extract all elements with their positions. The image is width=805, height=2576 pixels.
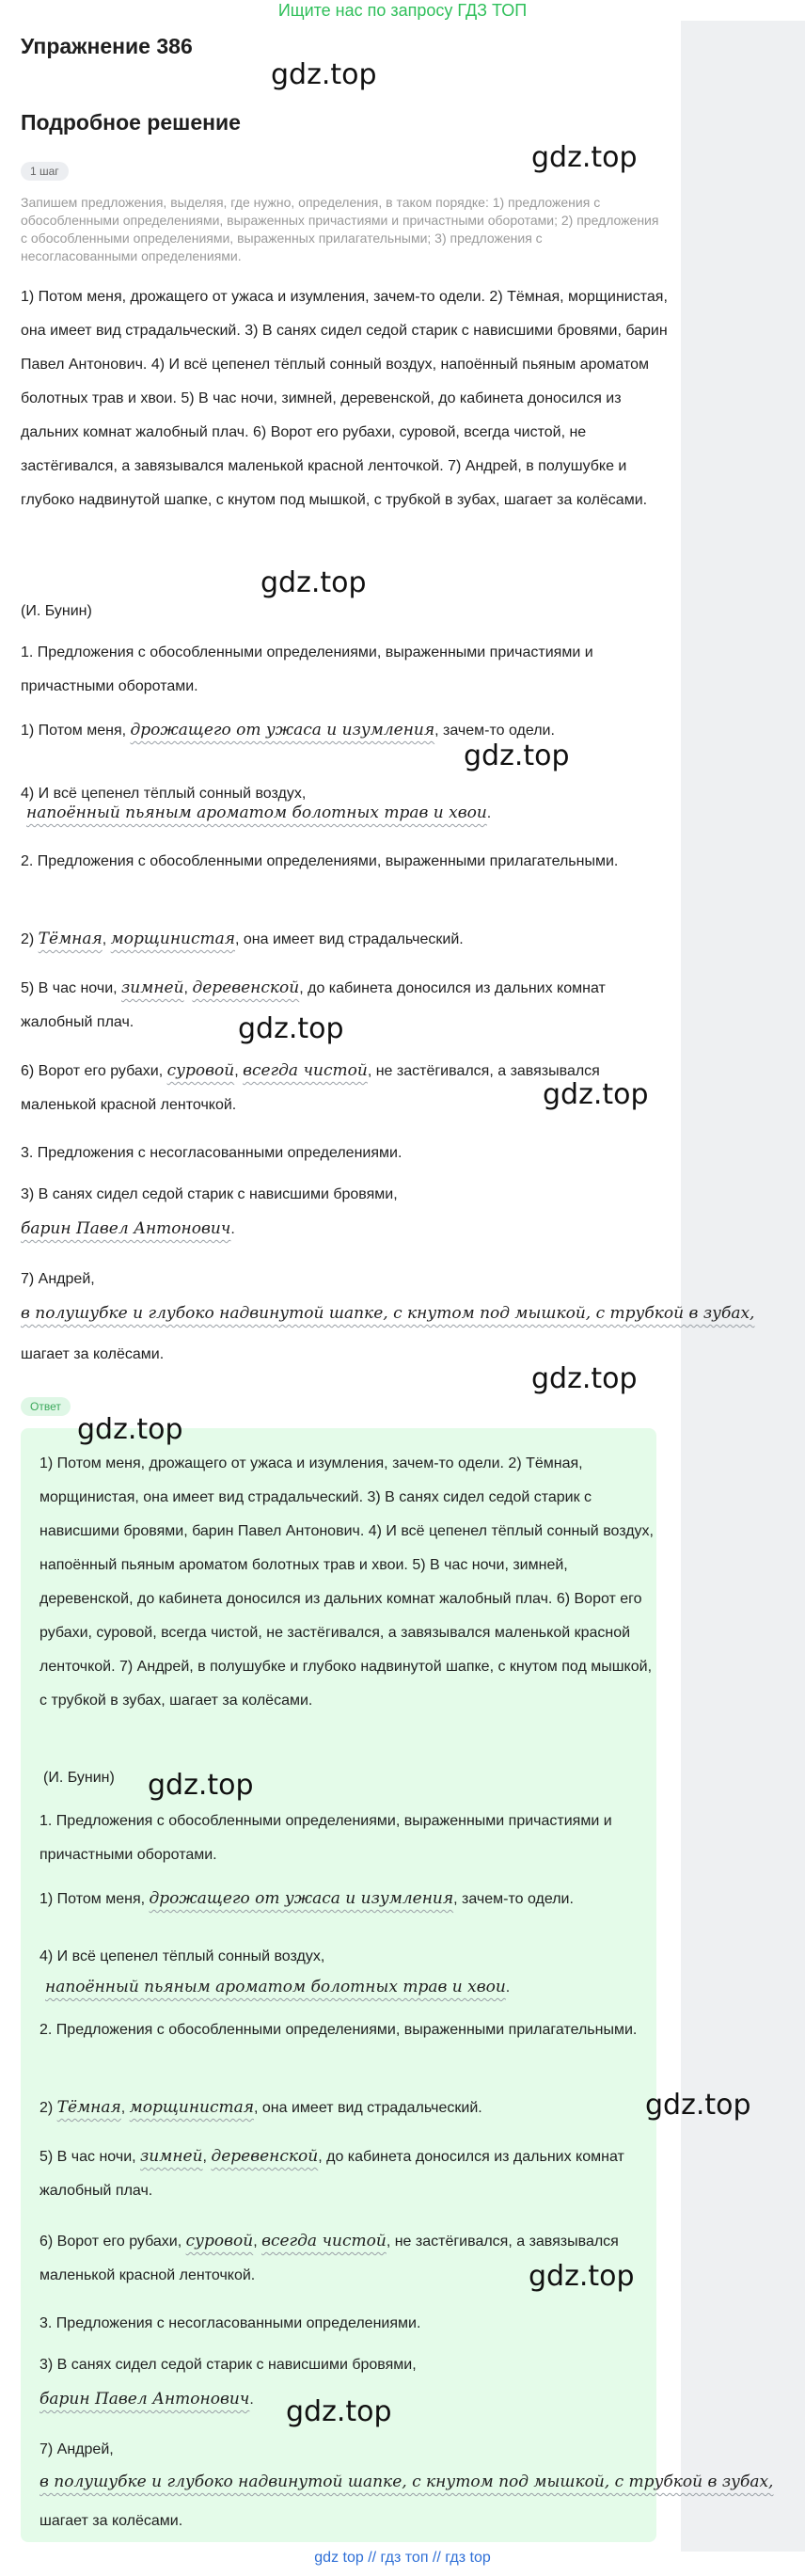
watermark: gdz.top [286,2395,392,2428]
answer-sentence-3-phrase: барин Павел Антонович. [39,2390,254,2409]
answer-badge: Ответ [21,1397,71,1416]
page-title: Упражнение 386 [21,34,193,58]
sentence-7-phrase: в полушубке и глубоко надвинутой шапке, с кнутом под мышкой, с трубкой в зубах, [21,1304,755,1323]
answer-sentence-6: 6) Ворот его рубахи, суровой, всегда чистой, не застёгивался, а завязывался маленькой красной ленточкой. [39,2232,619,2283]
answer-sentence-5: 5) В час ночи, зимней, деревенской, до кабинета доносился из дальних комнат жалобный плач. [39,2147,624,2199]
sentence-5: 5) В час ночи, зимней, деревенской, до кабинета доносился из дальних комнат жалобный плач. [21,978,606,1030]
instruction-text: Запишем предложения, выделяя, где нужно, определения, в таком порядке: 1) предложения с обособленными определениями, выраженных причастиями и причастными оборотами; 2) предложения с обособленными определениями, выраженных прилагательными; 3) предложения с несогласованными определениями. [21,195,659,263]
answer-sentence-4-phrase: напоённый пьяным ароматом болотных трав и хвои. [45,1978,511,1996]
watermark: gdz.top [271,58,377,91]
sentence-4-lead: 4) И всё цепенел тёплый сонный воздух, [21,786,307,802]
solution-heading: Подробное решение [21,110,241,135]
sentence-4-phrase: напоённый пьяным ароматом болотных трав и хвои. [26,803,492,822]
answer-sentence-1: 1) Потом меня, дрожащего от ужаса и изумления, зачем-то одели. [39,1889,574,1908]
watermark: gdz.top [77,1413,183,1446]
step-badge: 1 шаг [21,162,69,181]
answer-sentence-2: 2) Тёмная, морщинистая, она имеет вид страдальческий. [39,2098,482,2117]
answer-sentence-3-lead: 3) В санях сидел седой старик с нависшими бровями, [39,2357,417,2373]
watermark: gdz.top [148,1769,254,1802]
answer-author: (И. Бунин) [43,1770,115,1786]
exercise-text: 1) Потом меня, дрожащего от ужаса и изумления, зачем-то одели. 2) Тёмная, морщинистая, она имеет вид страдальческий. 3) В санях сидел седой старик с нависшими бровями, барин Павел Антонович. 4) И всё цепенел тёплый сонный воздух, напоённый пьяным ароматом болотных трав и хвои. 5) В час ночи, зимней, деревенской, до кабинета доносился из дальних комнат жалобный плач. 6) Ворот его рубахи, суровой, всегда чистой, не застёгивался, а завязывался маленькой красной ленточкой. 7) Андрей, в полушубке и глубоко надвинутой шапке, с кнутом под мышкой, с трубкой в зубах, шагает за колёсами. [21,289,668,508]
footer-links[interactable]: gdz top // гдз топ // гдз top [314,2550,491,2566]
watermark: gdz.top [464,739,570,772]
sentence-3-lead: 3) В санях сидел седой старик с нависшими бровями, [21,1186,398,1202]
author-credit: (И. Бунин) [21,603,92,619]
sentence-3-phrase: барин Павел Антонович. [21,1219,235,1238]
watermark: gdz.top [531,141,638,174]
group1-title: 1. Предложения с обособленными определениями, выраженными причастиями и причастными оборотами. [21,644,593,694]
watermark: gdz.top [543,1078,649,1111]
sentence-6: 6) Ворот его рубахи, суровой, всегда чистой, не застёгивался, а завязывался маленькой красной ленточкой. [21,1061,600,1113]
sentence-7-lead: 7) Андрей, [21,1271,95,1287]
answer-sentence-4-lead: 4) И всё цепенел тёплый сонный воздух, [39,1948,325,1964]
answer-group3-title: 3. Предложения с несогласованными определениями. [39,2315,421,2331]
answer-group1-title: 1. Предложения с обособленными определениями, выраженными причастиями и причастными оборотами. [39,1813,612,1863]
watermark: gdz.top [260,566,367,599]
group3-title: 3. Предложения с несогласованными определениями. [21,1145,402,1161]
answer-sentence-7-tail: шагает за колёсами. [39,2513,183,2529]
sentence-1: 1) Потом меня, дрожащего от ужаса и изумления, зачем-то одели. [21,721,555,739]
top-search-link[interactable]: Ищите нас по запросу ГДЗ ТОП [277,1,528,20]
watermark: gdz.top [238,1012,344,1045]
right-sidebar [681,21,805,2552]
answer-group2-title: 2. Предложения с обособленными определениями, выраженными прилагательными. [39,2022,638,2038]
watermark: gdz.top [531,1362,638,1395]
sentence-2: 2) Тёмная, морщинистая, она имеет вид страдальческий. [21,930,464,948]
group2-title: 2. Предложения с обособленными определениями, выраженными прилагательными. [21,853,619,869]
answer-sentence-7-phrase: в полушубке и глубоко надвинутой шапке, с кнутом под мышкой, с трубкой в зубах, [39,2473,774,2491]
answer-text: 1) Потом меня, дрожащего от ужаса и изумления, зачем-то одели. 2) Тёмная, морщинистая, она имеет вид страдальческий. 3) В санях сидел седой старик с нависшими бровями, барин Павел Антонович. 4) И всё цепенел тёплый сонный воздух, напоённый пьяным ароматом болотных трав и хвои. 5) В час ночи, зимней, деревенской, до кабинета доносился из дальних комнат жалобный плач. 6) Ворот его рубахи, суровой, всегда чистой, не застёгивался, а завязывался маленькой красной ленточкой. 7) Андрей, в полушубке и глубоко надвинутой шапке, с кнутом под мышкой, с трубкой в зубах, шагает за колёсами. [39,1455,654,1709]
watermark: gdz.top [645,2089,751,2122]
sentence-7-tail: шагает за колёсами. [21,1346,165,1362]
watermark: gdz.top [529,2260,635,2293]
answer-sentence-7-lead: 7) Андрей, [39,2441,114,2457]
